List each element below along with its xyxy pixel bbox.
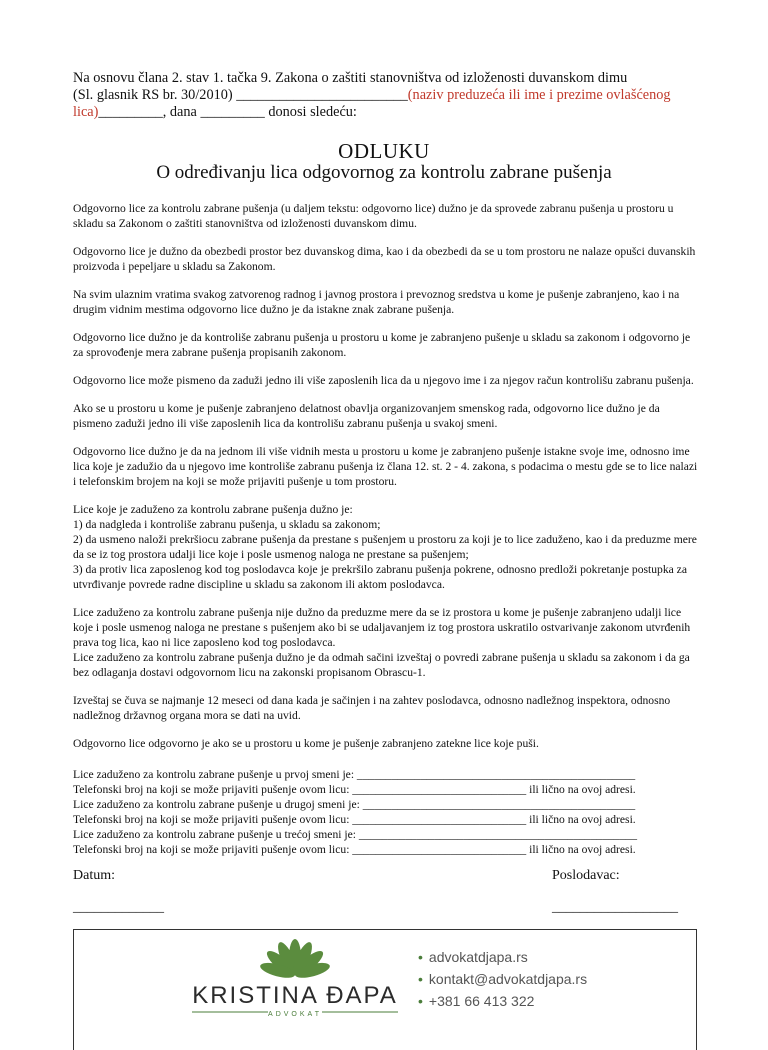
document-body	[73, 201, 698, 764]
paragraph: Odgovorno lice za kontrolu zabrane pušenja (u daljem tekstu: odgovorno lice) dužno je da sprovede zabranu pušenja u prostoru u skladu sa Zakonom o zaštiti stanovništva od izloženosti duvanskom dimu.	[73, 202, 674, 230]
paragraph: Lice zaduženo za kontrolu zabrane pušenja nije dužno da preduzme mere da se iz prostora u kome je pušenje zabranjeno udalji lice koje i posle usmenog naloga ne prestane s pušenjem ako bi se udaljavanjem iz tog prostora uskratilo ostvarivanje zakonom utvrđenih prava tog lica, kao ni lice zaposleno kod tog poslodavca.	[73, 606, 691, 649]
paragraph-group	[73, 605, 698, 680]
date-signature-line[interactable]: _____________	[73, 900, 164, 915]
logo-subtitle: ADVOKAT	[268, 1011, 322, 1018]
paragraph: Odgovorno lice je dužno da obezbedi prostor bez duvanskog dima, kao i da obezbedi da se u tom prostoru ne nalaze opušci duvanskih proizvoda i pepeljare u skladu sa Zakonom.	[73, 245, 696, 273]
intro-line-1: Na osnovu člana 2. stav 1. tačka 9. Zakona o zaštiti stanovništva od izloženosti duvanskom dimu	[73, 70, 628, 86]
document-subtitle: O određivanju lica odgovornog za kontrolu zabrane pušenja	[156, 162, 612, 183]
paragraph: Ako se u prostoru u kome je pušenje zabranjeno delatnost obavlja organizovanjem smenskog rada, odgovorno lice dužno je da pismeno zaduži jedno ili više zaposlenih lica da kontrolišu zabranu pušenja u svakoj smeni.	[73, 402, 660, 430]
email-link[interactable]: kontakt@advokatdjapa.rs	[428, 971, 588, 987]
duty-item: 3) da protiv lica zaposlenog kod tog poslodavca koje je prekršilo zabranu pušenja pokrene, odnosno predloži pokretanje postupka za utvrđivanje povrede radne discipline u skladu sa zakonom ili aktom poslodavca.	[73, 563, 687, 591]
intro-placeholder-red: (naziv preduzeća ili ime i prezime ovlašćenog lica)	[73, 87, 671, 120]
fill-line-shift-3[interactable]: Lice zaduženo za kontrolu zabrane pušenje u trećoj smeni je: ________________________________________________	[73, 828, 638, 841]
bullet-icon: •	[418, 971, 423, 987]
contact-website[interactable]	[418, 946, 587, 968]
duties-list	[73, 502, 698, 592]
paragraph: Odgovorno lice dužno je da na jednom ili više vidnih mesta u prostoru u kome je zabranjeno pušenje istakne svoje ime, odnosno ime lica koje je zadužio da u njegovo ime kontroliše zabranu pušenja iz člana 12. st. 2 - 4. zakona, s podacima o mestu gde se to lice nalazi i telefonskim brojem na koji se može prijaviti pušenje u tom prostoru.	[73, 445, 698, 488]
contact-phone[interactable]	[418, 990, 587, 1012]
duty-item: 2) da usmeno naloži prekršiocu zabrane pušenja da prestane s pušenjem u prostoru za koji je to lice zaduženo, kao i da preduzme mere da se iz tog prostora udalji lice koje i posle usmenog naloga ne prestane sa pušenjem;	[73, 533, 697, 561]
paragraph: Na svim ulaznim vratima svakog zatvorenog radnog i javnog prostora i prevoznog sredstva u kome je pušenje zabranjeno, kao i na drugim vidnim mestima odgovorno lice dužno je da istakne znak zabrane pušenja.	[73, 288, 680, 316]
contact-list	[418, 946, 587, 1012]
fill-line-phone-1[interactable]: Telefonski broj na koji se može prijaviti pušenje ovom licu: ______________________________ ili lično na ovoj adresi.	[73, 783, 636, 796]
logo-wordmark: KRISTINA ĐAPA	[192, 982, 398, 1009]
fill-line-shift-2[interactable]: Lice zaduženo za kontrolu zabrane pušenje u drugoj smeni je: _______________________________________________	[73, 798, 636, 811]
duties-intro: Lice koje je zaduženo za kontrolu zabrane pušenja dužno je:	[73, 503, 353, 516]
contact-email[interactable]	[418, 968, 587, 990]
fill-line-shift-1[interactable]: Lice zaduženo za kontrolu zabrane pušenje u prvoj smeni je: ________________________________________________	[73, 768, 636, 781]
intro-line-2: (Sl. glasnik RS br. 30/2010) ________________________	[73, 87, 408, 103]
fill-line-phone-3[interactable]: Telefonski broj na koji se može prijaviti pušenje ovom licu: ______________________________ ili lično na ovoj adresi.	[73, 843, 636, 856]
bullet-icon: •	[418, 949, 423, 965]
paragraph: Lice zaduženo za kontrolu zabrane pušenja dužno je da odmah sačini izveštaj o povredi zabrane pušenja u skladu sa zakonom i da ga bez odlaganja dostavi odgovornom licu na zakonski propisanom Obrascu-1.	[73, 651, 690, 679]
paragraph: Odgovorno lice može pismeno da zaduži jedno ili više zaposlenih lica da u njegovo ime i za njegov račun kontrolišu zabranu pušenja.	[73, 374, 694, 387]
employer-signature-line[interactable]: __________________	[552, 900, 678, 915]
intro-line-3: _________, dana _________ donosi sledeću:	[98, 104, 357, 120]
document-title: ODLUKU	[338, 139, 430, 163]
fill-line-phone-2[interactable]: Telefonski broj na koji se može prijaviti pušenje ovom licu: ______________________________ ili lično na ovoj adresi.	[73, 813, 636, 826]
paragraph: Odgovorno lice dužno je da kontroliše zabranu pušenja u prostoru u kome je zabranjeno pušenje u skladu sa zakonom i odgovorno je za sprovođenje mera zabrane pušenja propisanih zakonom.	[73, 331, 691, 359]
website-link[interactable]: advokatdjapa.rs	[428, 949, 528, 965]
bullet-icon: •	[418, 993, 423, 1009]
duty-item: 1) da nadgleda i kontroliše zabranu pušenja, u skladu sa zakonom;	[73, 518, 381, 531]
phone-link[interactable]: +381 66 413 322	[428, 993, 535, 1009]
intro-text	[73, 70, 703, 121]
responsible-persons-form	[73, 767, 698, 857]
paragraph: Izveštaj se čuva se najmanje 12 meseci od dana kada je sačinjen i na zahtev poslodavca, odnosno nadležnog inspektora, odnosno nadležnog državnog organa mora se dati na uvid.	[73, 694, 671, 722]
employer-label: Poslodavac:	[552, 868, 620, 883]
paragraph: Odgovorno lice odgovorno je ako se u prostoru u kome je pušenje zabranjeno zatekne lice koje puši.	[73, 737, 539, 750]
date-label: Datum:	[73, 868, 115, 883]
